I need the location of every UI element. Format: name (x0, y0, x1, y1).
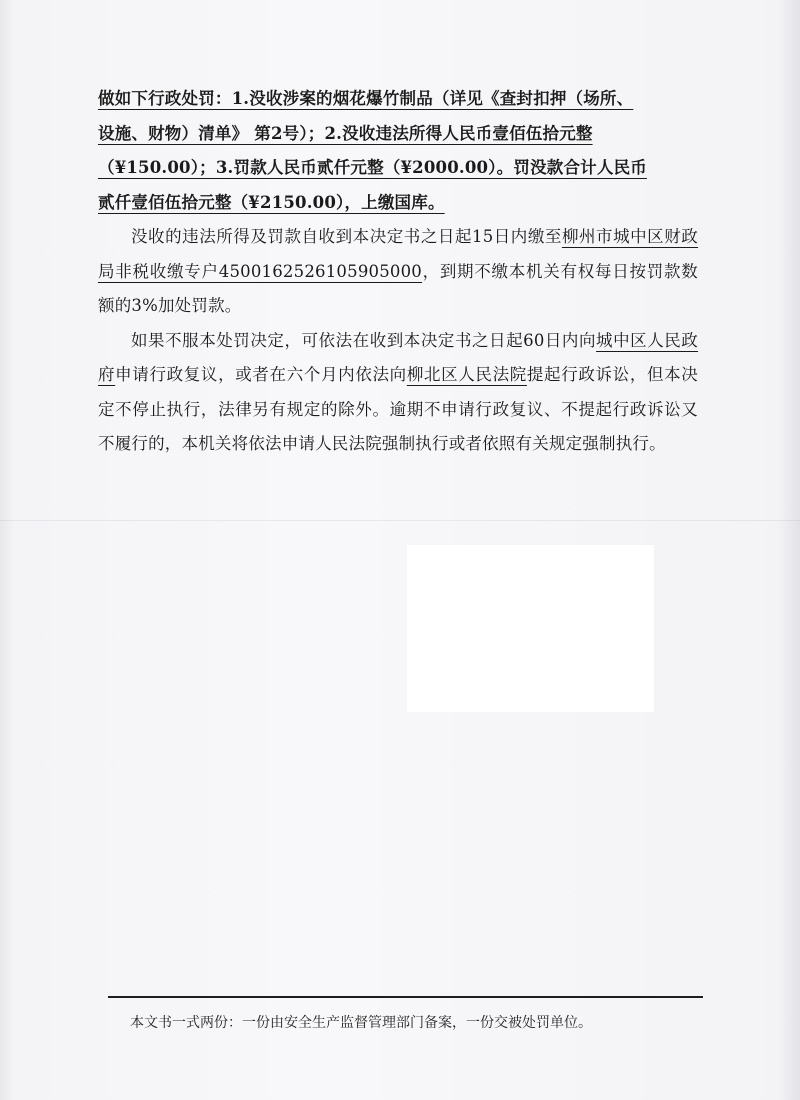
penalty-line-1: 做如下行政处罚：1.没收涉案的烟花爆竹制品（详见《查封扣押（场所、 (98, 89, 634, 108)
payment-account-text: 柳州市城中区财政局非税收缴专户4500162526105905000 (98, 227, 698, 281)
footer-note: 本文书一式两份：一份由安全生产监督管理部门备案，一份交被处罚单位。 (130, 1015, 592, 1031)
appeal-text-part-1: 如果不服本处罚决定，可依法在收到本决定书之日起60日内向 (131, 330, 597, 350)
redacted-seal-area (407, 545, 654, 712)
footer-divider (108, 996, 703, 998)
payment-instructions-paragraph (98, 220, 698, 324)
payment-lead-text: 没收的违法所得及罚款自收到本决定书之日起15日内缴至 (131, 227, 562, 246)
penalty-line-2: 设施、财物）清单》 第2号）；2.没收违法所得人民币壹佰伍拾元整 (98, 123, 593, 143)
payment-tail-text: ，到期不缴本机关有权每日按罚款数额的3%加处罚款。 (98, 261, 698, 315)
litigation-court: 柳北区人民法院 (406, 365, 527, 384)
paper-fold-line (0, 520, 800, 521)
penalty-decision-paragraph (98, 82, 698, 220)
appeal-text-part-3: 提起行政诉讼，但本决定不停止执行，法律另有规定的除外。逾期不申请行政复议、不提起行政诉讼又不履行的，本机关将依法申请人民法院强制执行或者依照有关规定强制执行。 (98, 365, 699, 453)
penalty-line-3: （¥150.00）；3.罚款人民币贰仟元整（¥2000.00）。罚没款合计人民币 (98, 158, 647, 177)
appeal-rights-paragraph (98, 324, 698, 462)
scan-shadow-left (0, 0, 14, 1100)
penalty-line-4: 贰仟壹佰伍拾元整（¥2150.00），上缴国库。 (98, 192, 445, 212)
appeal-text-part-2: 申请行政复议，或者在六个月内依法向 (115, 365, 407, 384)
scan-shadow-right (778, 0, 800, 1100)
reconsideration-authority: 城中区人民政府 (98, 330, 698, 384)
document-body (98, 82, 698, 462)
